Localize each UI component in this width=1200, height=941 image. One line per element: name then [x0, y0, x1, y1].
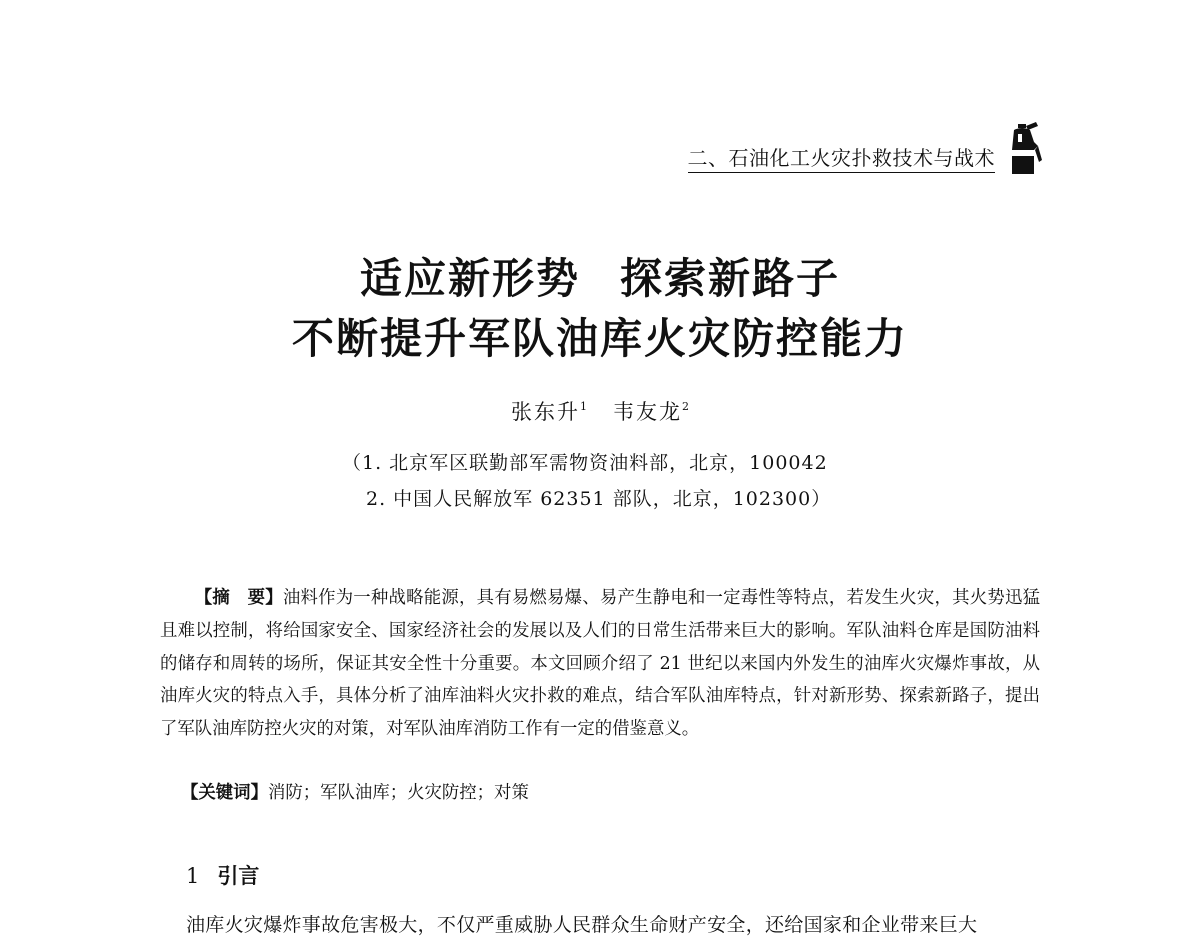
author-name: 张东升 [511, 400, 580, 424]
abstract-label: 【摘 要】 [194, 588, 283, 608]
keywords-label: 【关键词】 [181, 783, 268, 803]
keywords-text: 消防；军队油库；火灾防控；对策 [267, 783, 529, 803]
title-part-a: 适应新形势 [359, 254, 580, 303]
title-line-1 [0, 246, 1200, 306]
section-title: 引言 [217, 864, 260, 888]
running-header: 二、石油化工火灾扑救技术与战术 [688, 142, 996, 173]
body-paragraph-line: 油库火灾爆炸事故危害极大，不仅严重威胁人民群众生命财产安全，还给国家和企业带来巨大 [186, 914, 978, 936]
abstract [160, 582, 1040, 746]
title-line-2: 不断提升军队油库火灾防控能力 [291, 314, 908, 363]
author-list [0, 396, 1200, 426]
author-name: 韦友龙 [613, 400, 682, 424]
title-part-b: 探索新路子 [620, 254, 841, 303]
author-affiliation-mark: 2 [682, 400, 689, 413]
affiliation-line-1: （1. 北京军区联勤部军需物资油料部，北京，100042 [342, 452, 828, 474]
affiliation-line-2: 2. 中国人民解放军 62351 部队，北京，102300） [366, 488, 832, 510]
section-heading [186, 860, 259, 890]
author-affiliation-mark: 1 [580, 400, 587, 413]
section-number: 1 [186, 864, 200, 888]
keywords [181, 778, 529, 803]
abstract-text: 油料作为一种战略能源，具有易燃易爆、易产生静电和一定毒性等特点，若发生火灾，其火势迅猛且难以控制，将给国家安全、国家经济社会的发展以及人们的日常生活带来巨大的影响。军队油料仓库是国防油料的储存和周转的场所，保证其安全性十分重要。本文回顾介绍了 21 世纪以来国内外发生的油库火灾爆炸事故，从油库火灾的特点入手，具体分析了油库油料火灾扑救的难点，结合军队油库特点，针对新形势、探索新路子，提出了军队油库防控火灾的对策，对军队油库消防工作有一定的借鉴意义。 [160, 588, 1040, 740]
fire-extinguisher-icon [1004, 120, 1044, 176]
